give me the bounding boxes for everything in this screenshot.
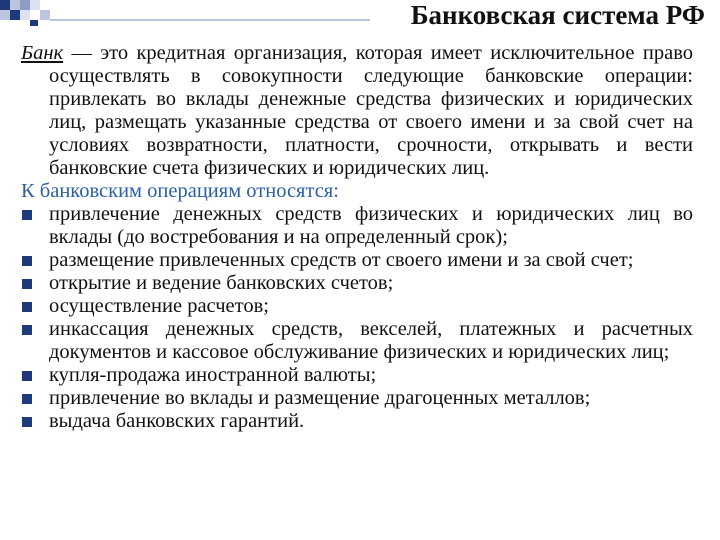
- bank-definition: [21, 42, 693, 180]
- list-item: привлечение денежных средств физических и юридических лиц во вклады (до востребования и на определенный срок);: [21, 203, 693, 249]
- slide-content: [21, 42, 693, 433]
- list-item: открытие и ведение банковских счетов;: [21, 272, 693, 295]
- list-item: выдача банковских гарантий.: [21, 410, 693, 433]
- list-item: осуществление расчетов;: [21, 295, 693, 318]
- square-bullet-icon: [22, 394, 32, 404]
- list-item: инкассация денежных средств, векселей, платежных и расчетных документов и кассовое обслуживание физических и юридических лиц;: [21, 318, 693, 364]
- square-bullet-icon: [22, 256, 32, 266]
- square-bullet-icon: [22, 279, 32, 289]
- square-bullet-icon: [22, 325, 32, 335]
- list-item: привлечение во вклады и размещение драгоценных металлов;: [21, 387, 693, 410]
- definition-term: Банк: [21, 42, 64, 64]
- square-bullet-icon: [22, 302, 32, 312]
- square-bullet-icon: [22, 417, 32, 427]
- operations-heading: К банковским операциям относятся:: [21, 180, 339, 202]
- page-title: Банковская система РФ: [410, 0, 705, 30]
- square-bullet-icon: [22, 210, 32, 220]
- list-item: размещение привлеченных средств от своего имени и за свой счет;: [21, 249, 693, 272]
- square-bullet-icon: [22, 371, 32, 381]
- operations-list: [21, 203, 693, 433]
- list-item: купля-продажа иностранной валюты;: [21, 364, 693, 387]
- decorative-checker-pattern: [0, 0, 50, 28]
- definition-text: — это кредитная организация, которая имеет исключительное право осуществлять в совокупности следующие банковские операции: привлекать во вклады денежные средства физических и юридических лиц, размещать указанные средства от своего имени и за свой счет на условиях возвратности, платности, срочности, открывать и вести банковские счета физических и юридических лиц.: [49, 42, 693, 179]
